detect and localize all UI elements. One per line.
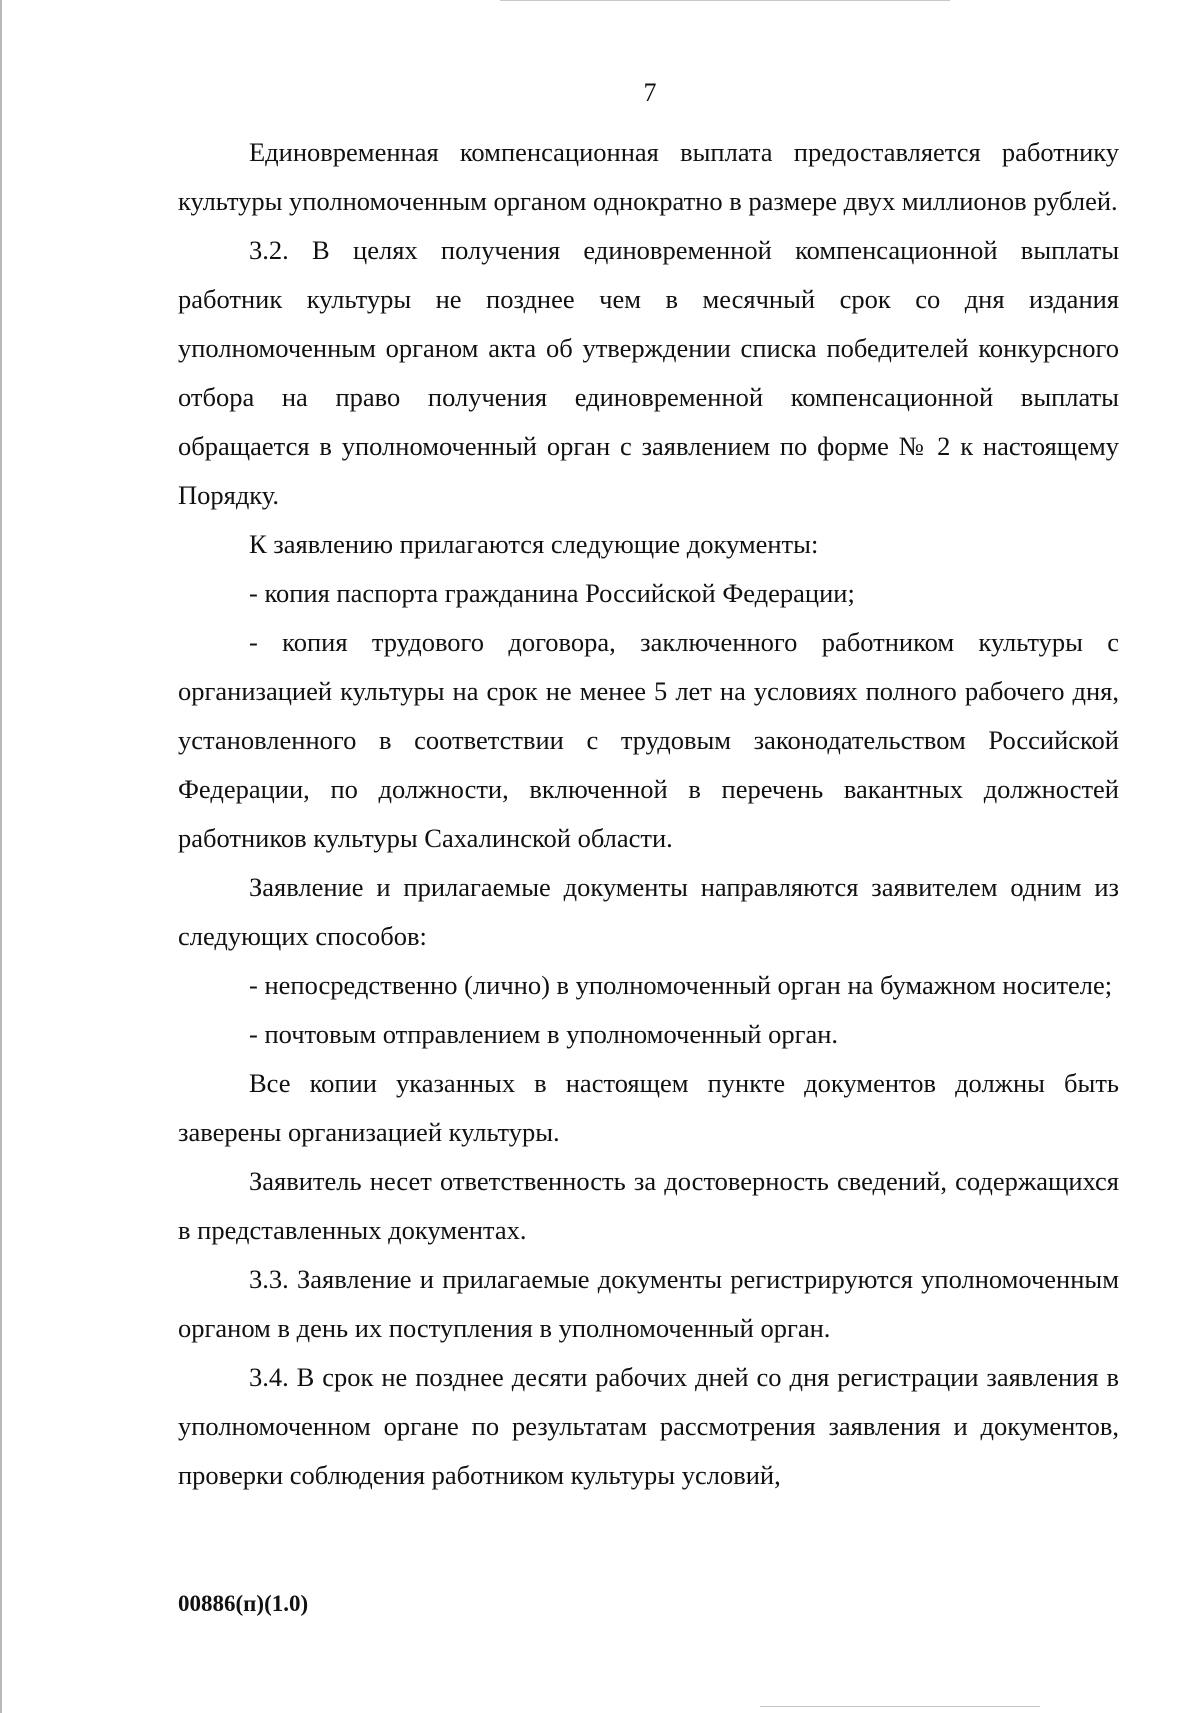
paragraph-applicant-responsibility: Заявитель несет ответственность за достоверность сведений, содержащихся в представленных документах. <box>178 1166 1119 1245</box>
scan-bottom-edge <box>760 1706 1040 1707</box>
list-item-labor-contract-copy: - копия трудового договора, заключенного работником культуры с организацией культуры на срок не менее 5 лет на условиях полного рабочего дня, установленного в соответствии с трудовым законодательством Российской Федерации, по должности, включенной в перечень вакантных должностей работников культуры Сахалинской области. <box>178 627 1119 853</box>
paragraph-3-3: 3.3. Заявление и прилагаемые документы регистрируются уполномоченным органом в день их поступления в уполномоченный орган. <box>178 1264 1119 1343</box>
paragraph-3-4: 3.4. В срок не позднее десяти рабочих дней со дня регистрации заявления в уполномоченном органе по результатам рассмотрения заявления и документов, проверки соблюдения работником культуры условий, <box>178 1362 1119 1490</box>
paragraph-documents-intro: К заявлению прилагаются следующие документы: <box>249 529 819 559</box>
paragraph-3-2: 3.2. В целях получения единовременной компенсационной выплаты работник культуры не позднее чем в месячный срок со дня издания уполномоченным органом акта об утверждении списка победителей конкурсного отбора на право получения единовременной компенсационной выплаты обращается в уполномоченный орган с заявлением по форме № 2 к настоящему Порядку. <box>178 235 1119 510</box>
paragraph-compensation-amount: Единовременная компенсационная выплата предоставляется работнику культуры уполномоченным органом однократно в размере двух миллионов рублей. <box>178 137 1119 216</box>
document-body <box>178 128 1119 1500</box>
paragraph-copies-certified: Все копии указанных в настоящем пункте документов должны быть заверены организацией культуры. <box>178 1068 1119 1147</box>
list-item-in-person: - непосредственно (лично) в уполномоченный орган на бумажном носителе; <box>249 970 1113 1000</box>
scan-top-edge <box>500 0 950 1</box>
list-item-by-post: - почтовым отправлением в уполномоченный орган. <box>249 1019 839 1049</box>
document-code: 00886(п)(1.0) <box>178 1591 309 1616</box>
paragraph-submission-methods: Заявление и прилагаемые документы направляются заявителем одним из следующих способов: <box>178 872 1119 951</box>
page-number: 7 <box>643 78 657 107</box>
scan-left-edge <box>0 0 2 1713</box>
list-item-passport-copy: - копия паспорта гражданина Российской Федерации; <box>249 578 855 608</box>
